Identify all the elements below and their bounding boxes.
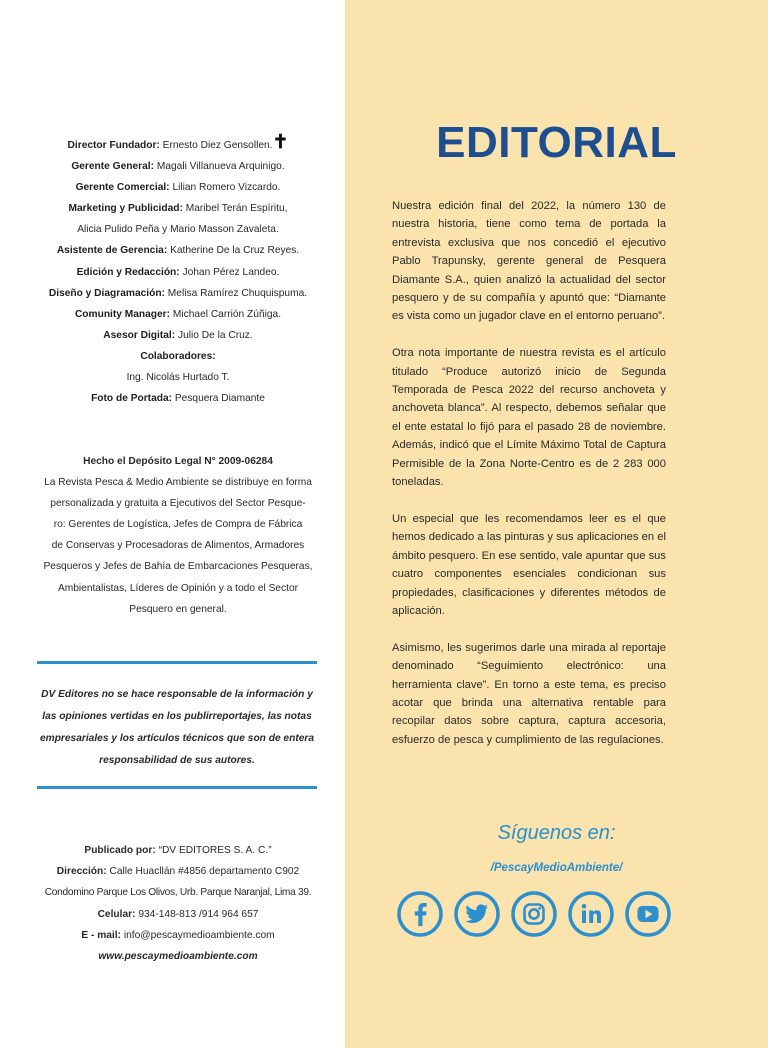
legal-deposit-title: Hecho el Depósito Legal N° 2009-06284	[83, 456, 273, 467]
credit-director-fundador: Director Fundador: Ernesto Diez Gensollen.✝	[67, 132, 289, 153]
email-link[interactable]: info@pescaymedioambiente.com	[123, 929, 275, 941]
social-handle[interactable]: /PescayMedioAmbiente/	[490, 862, 623, 874]
credit-asistente: Asistente de Gerencia: Katherine De la Cruz Reyes.	[56, 245, 300, 257]
publisher-email: E - mail: info@pescaymedioambiente.com	[81, 929, 275, 941]
disclaimer-line: empresariales y los artículos técnicos que son de entera	[39, 733, 315, 744]
disclaimer-line: responsabilidad de sus autores.	[99, 755, 255, 766]
website-link[interactable]: www.pescaymedioambiente.com	[98, 951, 258, 963]
divider-bottom	[37, 786, 317, 789]
publisher-info	[28, 840, 328, 967]
disclaimer-line: DV Editores no se hace responsable de la información y	[41, 689, 313, 700]
youtube-icon[interactable]	[624, 890, 672, 938]
masthead-credits	[28, 132, 328, 409]
credit-gerente-comercial: Gerente Comercial: Lilian Romero Vizcardo.	[75, 182, 281, 194]
legal-deposit-line: personalizada y gratuita a Ejecutivos del Sector Pesque-	[50, 498, 306, 510]
credit-gerente-general: Gerente General: Magali Villanueva Arquinigo.	[71, 161, 285, 173]
disclaimer-line: las opiniones vertidas en los publirreportajes, las notas	[42, 711, 312, 722]
editorial-paragraph: Un especial que les recomendamos leer es el que hemos dedicado a las pinturas y sus aplicaciones en el ámbito pesquero. En ese sentido, vale apuntar que sus cuatro componentes esenciales condicionan sus propiedades, clasificaciones y diferentes métodos de aplicación.	[392, 512, 666, 617]
legal-deposit	[28, 451, 328, 620]
editorial-paragraph: Nuestra edición final del 2022, la número 130 de nuestra historia, tiene como tema de portada la entrevista exclusiva que nos concedió el ejecutivo Pablo Trapunsky, gerente general de Pesquera Diamante S.A., quien analizó la actualidad del sector pesquero y de su compañía y apuntó que: “Diamante es vista como un jugador clave en el entorno peruano”.	[392, 200, 666, 323]
facebook-icon[interactable]	[396, 890, 444, 938]
divider-top	[37, 661, 317, 664]
credit-marketing-cont: Alicia Pulido Peña y Mario Masson Zavaleta.	[77, 224, 279, 236]
twitter-icon[interactable]	[453, 890, 501, 938]
follow-heading: Síguenos en:	[497, 822, 616, 844]
legal-deposit-line: Pesquero en general.	[129, 603, 227, 615]
credit-marketing: Marketing y Publicidad: Maribel Terán Espíritu,	[68, 203, 288, 215]
legal-deposit-line: de Conservas y Procesadoras de Alimentos, Armadores	[51, 540, 305, 552]
publisher-address: Dirección: Calle Huacllán #4856 departamento C902	[56, 866, 300, 878]
credit-foto: Foto de Portada: Pesquera Diamante	[91, 393, 265, 405]
legal-deposit-line: ro: Gerentes de Logística, Jefes de Compra de Fábrica	[53, 519, 303, 531]
instagram-icon[interactable]	[510, 890, 558, 938]
credit-asesor: Asesor Digital: Julio De la Cruz.	[103, 329, 253, 341]
disclaimer	[32, 684, 322, 772]
credit-edicion: Edición y Redacción: Johan Pérez Landeo.	[76, 266, 280, 278]
cross-icon: ✝	[272, 132, 289, 153]
editorial-body	[392, 197, 666, 768]
credit-diseno: Diseño y Diagramación: Melisa Ramírez Chuquispuma.	[48, 287, 308, 299]
linkedin-icon[interactable]	[567, 890, 615, 938]
editorial-title: EDITORIAL	[436, 118, 677, 167]
legal-deposit-line: Ambientalistas, Líderes de Opinión y a todo el Sector	[57, 582, 299, 594]
editorial-paragraph: Otra nota importante de nuestra revista es el artículo titulado “Produce autorizó inicio de Segunda Temporada de Pesca 2022 del recurso anchoveta y anchoveta blanca”. Al respecto, debemos señalar que el ente estatal lo fijó para el pasado 28 de noviembre. Además, indicó que el Límite Máximo Total de Captura Permisible de la Zona Norte-Centro es de 2 283 000 toneladas.	[392, 347, 666, 489]
credit-colaboradores-value: Ing. Nicolás Hurtado T.	[126, 372, 230, 384]
editorial-paragraph: Asimismo, les sugerimos darle una mirada al reportaje denominado “Seguimiento electrónico: una herramienta clave”. En torno a este tema, es preciso acotar que brinda una alternativa rentable para recopilar datos sobre captura, captura accesoria, esfuerzo de pesca y cumplimiento de las regulaciones.	[392, 641, 666, 746]
legal-deposit-line: Pesqueros y Jefes de Bahía de Embarcaciones Pesqueras,	[43, 561, 313, 573]
credit-colaboradores-label: Colaboradores:	[140, 350, 216, 362]
publisher-phone: Celular: 934-148-813 /914 964 657	[97, 908, 259, 920]
legal-deposit-line: La Revista Pesca & Medio Ambiente se distribuye en forma	[44, 477, 312, 489]
publisher-address-cont: Condomino Parque Los Olivos, Urb. Parque Naranjal, Lima 39.	[44, 887, 312, 899]
credit-community: Comunity Manager: Michael Carrión Zúñiga.	[74, 308, 282, 320]
publisher-name: Publicado por: “DV EDITORES S. A. C.”	[84, 845, 272, 856]
social-icons	[396, 890, 672, 938]
